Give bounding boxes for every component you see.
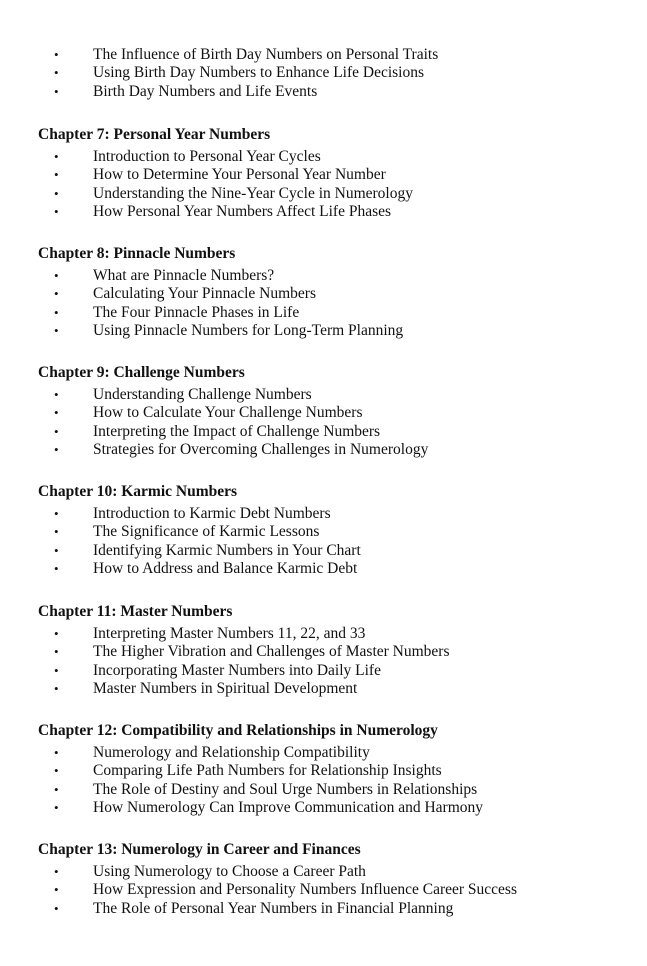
list-item-text: Identifying Karmic Numbers in Your Chart [93,541,361,559]
list-item-text: The Role of Destiny and Soul Urge Numbers in Relationships [93,780,478,798]
list-item-text: Birth Day Numbers and Life Events [93,82,318,100]
list-item [0,64,647,82]
bullet: • [54,506,59,521]
bullet: • [54,680,59,696]
bullet: • [54,65,59,81]
chapter-item-list [0,505,647,578]
bullet: • [54,763,59,779]
list-item [0,423,647,441]
list-item [0,799,647,817]
chapter-title: Chapter 8: Pinnacle Numbers [38,245,236,262]
list-item [0,304,647,322]
list-item [0,148,647,166]
list-item [0,386,647,404]
bullet: • [54,322,59,338]
list-item-text: Incorporating Master Numbers into Daily Life [93,661,381,679]
chapter-item-list [0,148,647,221]
list-item [0,203,647,221]
list-item [0,83,647,101]
chapter-item-list [0,863,647,918]
bullet: • [54,799,59,815]
list-item-text: Introduction to Personal Year Cycles [93,148,321,165]
list-item [0,680,647,698]
list-item-text: How Expression and Personality Numbers Influence Career Success [93,881,517,899]
list-item [0,285,647,303]
list-item-text: The Role of Personal Year Numbers in Financial Planning [93,899,454,917]
list-item [0,185,647,203]
bullet: • [54,286,59,302]
list-item-text: Using Pinnacle Numbers for Long-Term Planning [93,321,404,339]
chapter-item-list [0,744,647,817]
list-item [0,781,647,799]
chapter-title: Chapter 7: Personal Year Numbers [38,126,271,143]
list-item-text: The Higher Vibration and Challenges of Master Numbers [93,643,450,661]
bullet: • [54,882,59,898]
bullet: • [54,149,59,164]
bullet: • [54,47,59,62]
list-item-text: The Four Pinnacle Phases in Life [93,303,300,321]
list-item [0,643,647,661]
list-item-text: Master Numbers in Spiritual Development [93,679,358,697]
bullet: • [54,185,59,201]
bullet: • [54,900,59,916]
intro-list [0,46,647,101]
list-item [0,46,647,64]
bullet: • [54,304,59,320]
list-item-text: How Personal Year Numbers Affect Life Phases [93,202,392,220]
bullet: • [54,423,59,439]
list-item [0,625,647,643]
list-item-text: Introduction to Karmic Debt Numbers [93,505,331,522]
list-item [0,404,647,422]
list-item-text: The Significance of Karmic Lessons [93,523,320,541]
chapter-item-list [0,625,647,698]
list-item-text: Using Birth Day Numbers to Enhance Life Decisions [93,64,425,82]
bullet: • [54,662,59,678]
bullet: • [54,745,59,760]
chapter-title: Chapter 9: Challenge Numbers [38,364,245,381]
list-item [0,863,647,881]
bullet: • [54,441,59,457]
list-item [0,542,647,560]
bullet: • [54,405,59,421]
bullet: • [54,644,59,660]
list-item [0,881,647,899]
bullet: • [54,387,59,402]
bullet: • [54,268,59,283]
list-item [0,900,647,918]
list-item-text: Understanding Challenge Numbers [93,386,312,403]
bullet: • [54,203,59,219]
list-item [0,560,647,578]
chapter-item-list [0,267,647,340]
list-item-text: What are Pinnacle Numbers? [93,267,275,284]
list-item-text: Interpreting the Impact of Challenge Numbers [93,422,381,440]
list-item-text: How to Determine Your Personal Year Number [93,166,386,184]
bullet: • [54,167,59,183]
list-item-text: How to Calculate Your Challenge Numbers [93,404,363,422]
list-item [0,762,647,780]
list-item-text: Numerology and Relationship Compatibility [93,744,370,761]
bullet: • [54,864,59,879]
list-item-text: Calculating Your Pinnacle Numbers [93,285,317,303]
bullet: • [54,781,59,797]
list-item-text: The Influence of Birth Day Numbers on Personal Traits [93,46,439,63]
list-item [0,744,647,762]
list-item [0,505,647,523]
list-item-text: Understanding the Nine-Year Cycle in Numerology [93,184,413,202]
list-item [0,662,647,680]
list-item-text: How to Address and Balance Karmic Debt [93,559,358,577]
bullet: • [54,626,59,641]
list-item [0,267,647,285]
chapter-item-list [0,386,647,459]
list-item [0,166,647,184]
bullet: • [54,83,59,99]
list-item-text: Strategies for Overcoming Challenges in Numerology [93,440,429,458]
list-item [0,322,647,340]
chapter-title: Chapter 12: Compatibility and Relationships in Numerology [38,722,438,739]
bullet: • [54,524,59,540]
bullet: • [54,560,59,576]
list-item [0,441,647,459]
chapter-title: Chapter 11: Master Numbers [38,603,233,620]
chapter-title: Chapter 13: Numerology in Career and Finances [38,841,361,858]
list-item-text: Interpreting Master Numbers 11, 22, and 33 [93,625,366,642]
list-item [0,523,647,541]
bullet: • [54,542,59,558]
list-item-text: Using Numerology to Choose a Career Path [93,863,366,880]
list-item-text: How Numerology Can Improve Communication and Harmony [93,798,484,816]
list-item-text: Comparing Life Path Numbers for Relationship Insights [93,762,442,780]
chapter-title: Chapter 10: Karmic Numbers [38,483,238,500]
